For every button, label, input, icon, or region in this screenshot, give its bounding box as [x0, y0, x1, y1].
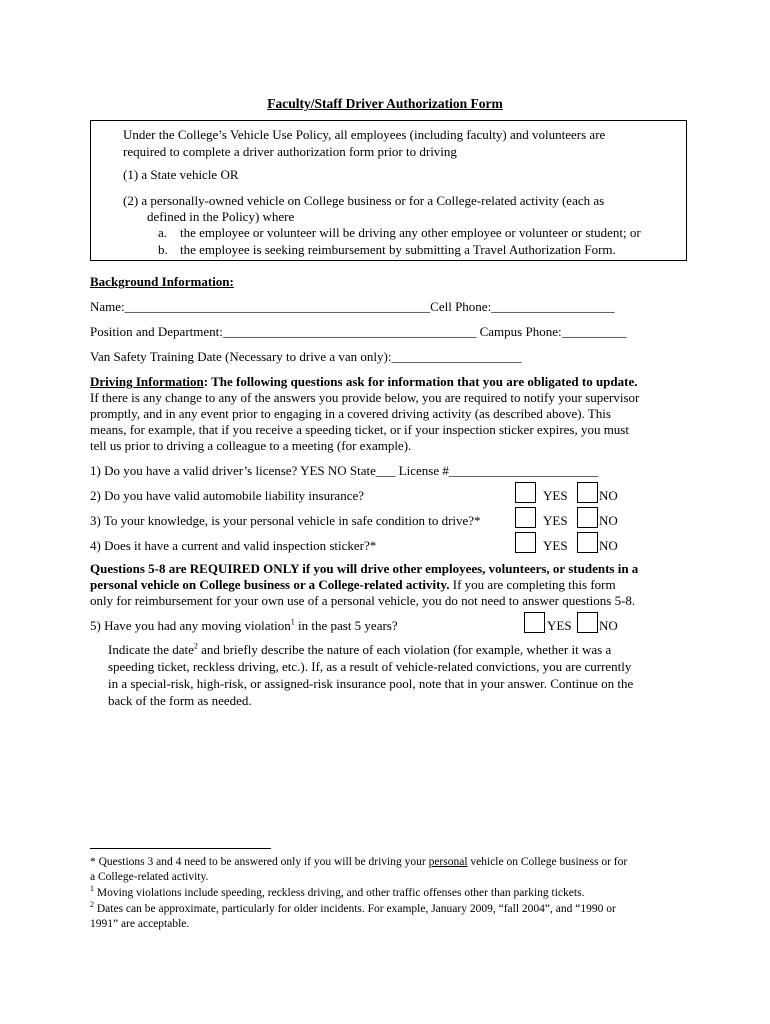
q5-yes-label: YES	[547, 618, 572, 633]
driving-para-line2: promptly, and in any event prior to engaging in a covered driving activity (as described above). This	[90, 406, 611, 421]
q4-yes-checkbox[interactable]	[515, 532, 536, 553]
background-heading: Background Information:	[90, 274, 234, 289]
footnote-star-pre: * Questions 3 and 4 need to be answered only if you will be driving your	[90, 856, 429, 868]
q2-no-label: NO	[599, 488, 618, 503]
q3-no-label: NO	[599, 513, 618, 528]
q5-footnote-ref: 1	[290, 617, 295, 627]
q3-no-checkbox[interactable]	[577, 507, 598, 528]
q5-text-pre: 5) Have you had any moving violation	[90, 618, 291, 633]
policy-item-2-line2: defined in the Policy) where	[147, 209, 295, 224]
footnote-star-post: vehicle on College business or for	[467, 856, 628, 868]
q4-no-label: NO	[599, 538, 618, 553]
q5-detail-pre: Indicate the date	[108, 642, 194, 657]
question-4-inspection-sticker: 4) Does it have a current and valid inspection sticker?*	[90, 538, 377, 553]
policy-intro-line2: required to complete a driver authorization form prior to driving	[123, 144, 457, 159]
q5-detail-footnote-ref: 2	[193, 641, 198, 651]
policy-sub-a-text: the employee or volunteer will be driving any other employee or volunteer or student; or	[180, 225, 641, 240]
q4-no-checkbox[interactable]	[577, 532, 598, 553]
q2-yes-checkbox[interactable]	[515, 482, 536, 503]
footnote-1-marker: 1	[90, 884, 94, 894]
q3-yes-label: YES	[543, 513, 568, 528]
q3-yes-checkbox[interactable]	[515, 507, 536, 528]
policy-sub-b-text: the employee is seeking reimbursement by submitting a Travel Authorization Form.	[180, 242, 616, 257]
footnote-star-line2: a College-related activity.	[90, 871, 209, 883]
footnote-2-line1	[90, 902, 616, 917]
q5-no-checkbox[interactable]	[577, 612, 598, 633]
q5-detail-line2: speeding ticket, reckless driving, etc.). If, as a result of vehicle-related convictions, you are currently	[108, 659, 632, 674]
q5-detail-line4: back of the form as needed.	[108, 693, 252, 708]
van-training-date-field[interactable]: Van Safety Training Date (Necessary to drive a van only):____________________	[90, 349, 522, 364]
driving-para-line1: If there is any change to any of the answers you provide below, you are required to notify your supervisor	[90, 390, 640, 405]
footnote-1-text: Moving violations include speeding, reckless driving, and other traffic offenses other than parking tickets.	[94, 887, 585, 899]
q5-yes-checkbox[interactable]	[524, 612, 545, 633]
footnote-2-marker: 2	[90, 900, 94, 910]
section-5-8-line2	[90, 576, 616, 593]
q5-detail-line3: in a special-risk, high-risk, or assigned-risk insurance pool, note that in your answer. Continue on the	[108, 676, 634, 691]
q2-no-checkbox[interactable]	[577, 482, 598, 503]
policy-sub-a-marker: a.	[158, 225, 168, 240]
q5-no-label: NO	[599, 618, 618, 633]
section-5-8-line1: Questions 5-8 are REQUIRED ONLY if you will drive other employees, volunteers, or students in a	[90, 561, 639, 576]
driving-para-line4: tell us prior to driving a colleague to a meeting (for example).	[90, 438, 412, 453]
driving-heading-rest: : The following questions ask for information that you are obligated to update.	[203, 374, 638, 389]
driving-heading-label: Driving Information	[90, 374, 204, 389]
footnote-1	[90, 886, 584, 901]
policy-intro-line1: Under the College’s Vehicle Use Policy, all employees (including faculty) and volunteers are	[123, 127, 606, 142]
driving-para-line3: means, for example, that if you receive a speeding ticket, or if your inspection sticker expires, you must	[90, 422, 629, 437]
position-campus-phone-field[interactable]: Position and Department:_______________________________________ Campus Phone:__________	[90, 324, 627, 339]
driving-heading	[90, 373, 638, 390]
q2-yes-label: YES	[543, 488, 568, 503]
q5-detail-line1	[108, 641, 611, 658]
policy-item-2-line1: (2) a personally-owned vehicle on College business or for a College-related activity (each as	[123, 193, 605, 208]
policy-sub-b-marker: b.	[158, 242, 168, 257]
form-title: Faculty/Staff Driver Authorization Form	[267, 96, 503, 111]
footnote-2-line2: 1991” are acceptable.	[90, 918, 190, 930]
footnote-divider	[90, 848, 271, 849]
q5-text-post: in the past 5 years?	[294, 618, 398, 633]
footnote-star-underlined: personal	[428, 856, 468, 868]
q4-yes-label: YES	[543, 538, 568, 553]
policy-item-1: (1) a State vehicle OR	[123, 167, 239, 182]
question-2-insurance: 2) Do you have valid automobile liability insurance?	[90, 488, 365, 503]
name-phone-field[interactable]: Name:_______________________________________________Cell Phone:___________________	[90, 299, 615, 314]
section-5-8-line3: only for reimbursement for your own use of a personal vehicle, you do not need to answer questions 5-8.	[90, 593, 636, 608]
question-3-vehicle-condition: 3) To your knowledge, is your personal vehicle in safe condition to drive?*	[90, 513, 481, 528]
q5-detail-post: and briefly describe the nature of each violation (for example, whether it was a	[197, 642, 612, 657]
footnote-star-line1	[90, 855, 627, 870]
section-5-8-rest: If you are completing this form	[449, 577, 616, 592]
question-5-moving-violation	[90, 617, 398, 634]
section-5-8-bold: personal vehicle on College business or a College-related activity.	[90, 577, 450, 592]
footnote-2-text: Dates can be approximate, particularly for older incidents. For example, January 2009, “fall 2004”, and “1990 or	[94, 903, 616, 915]
question-1-license[interactable]: 1) Do you have a valid driver’s license? YES NO State___ License #_______________________	[90, 463, 599, 478]
